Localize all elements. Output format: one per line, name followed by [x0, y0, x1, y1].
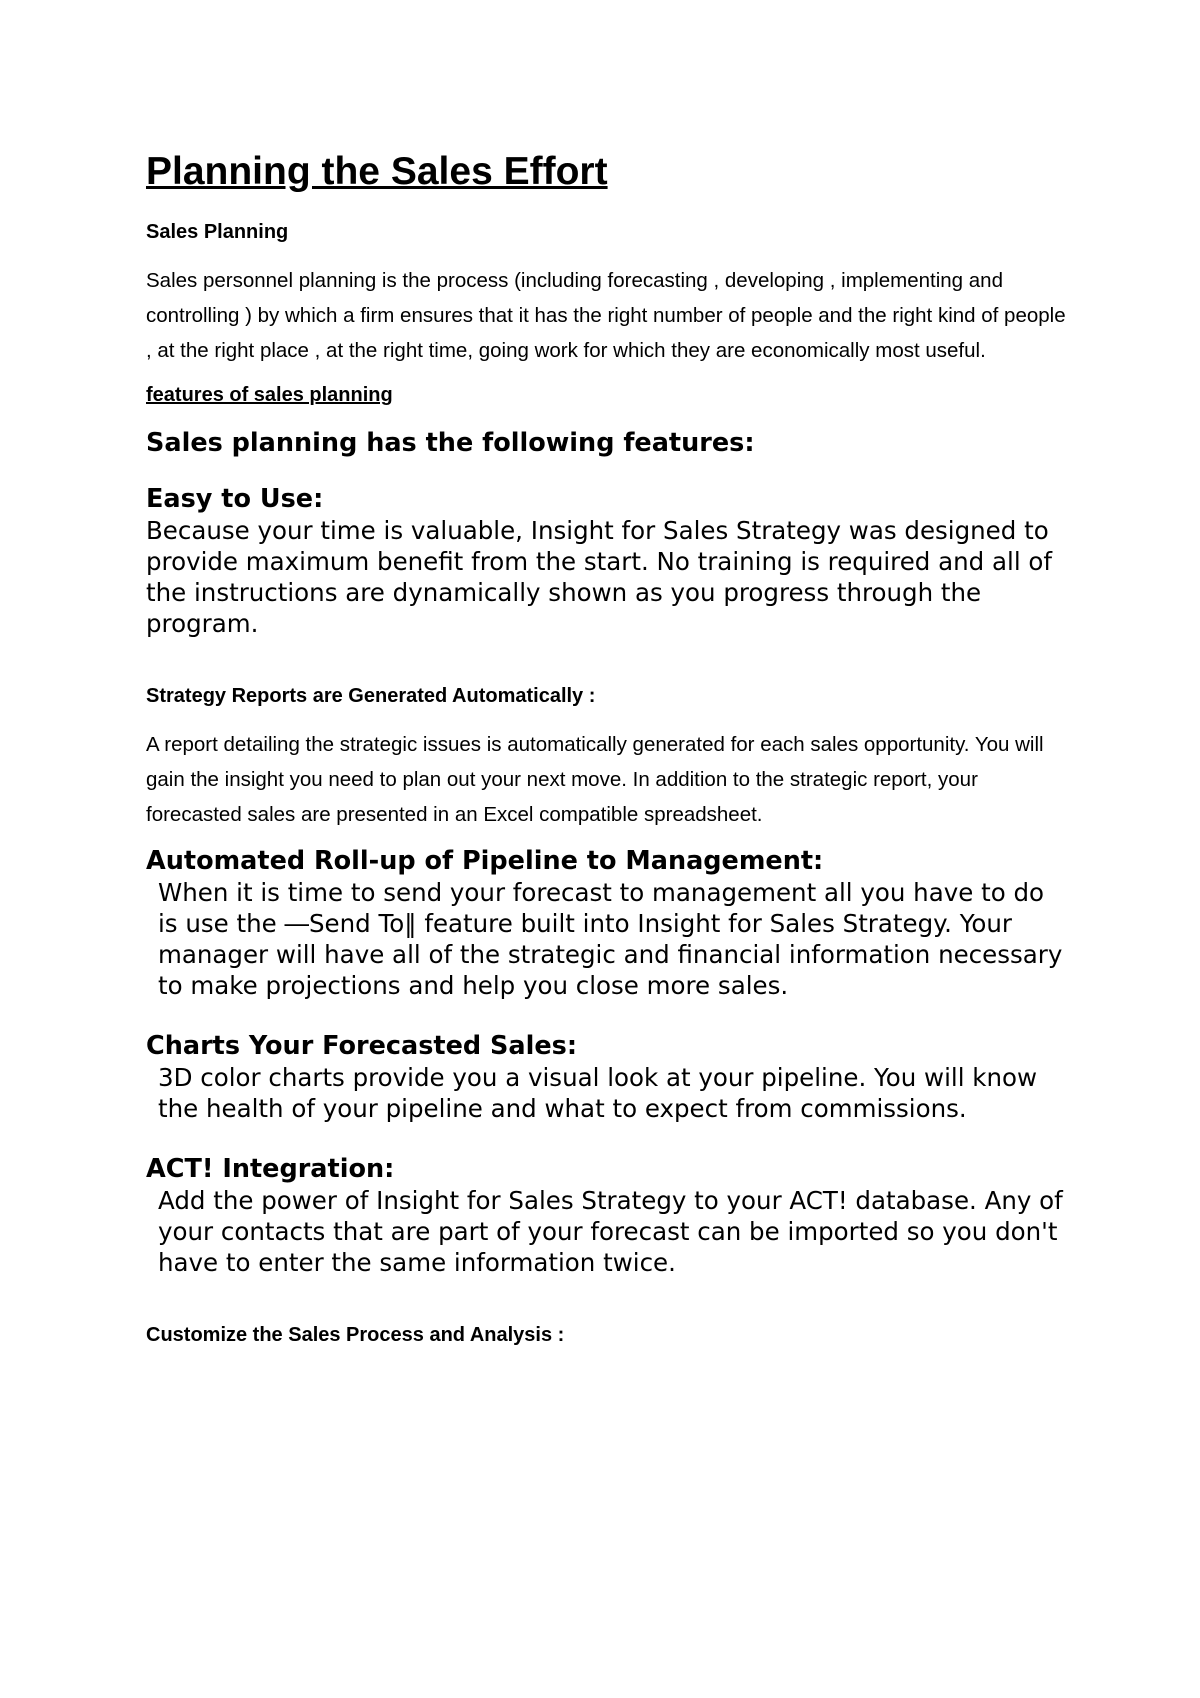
automated-rollup-heading: Automated Roll-up of Pipeline to Management: [146, 846, 824, 877]
easy-to-use-heading: Easy to Use: [146, 484, 324, 515]
easy-to-use-body: Because your time is valuable, Insight for Sales Strategy was designed to provide maximum benefit from the start. No training is required and all of the instructions are dynamically shown as you progress through the program. [146, 516, 1053, 639]
customize-process-heading: Customize the Sales Process and Analysis : [146, 1324, 565, 1347]
act-integration-heading: ACT! Integration: [146, 1154, 395, 1185]
document-page [146, 150, 1066, 1366]
feature-easy-to-use [146, 484, 1066, 639]
feature-act-integration [146, 1154, 1066, 1278]
strategy-reports-body: A report detailing the strategic issues is automatically generated for each sales opportunity. You will gain the insight you need to plan out your next move. In addition to the strategic report, your forecasted sales are presented in an Excel compatible spreadsheet. [146, 733, 1044, 827]
strategy-reports-heading: Strategy Reports are Generated Automatically : [146, 685, 596, 708]
features-link-heading: features of sales planning [146, 383, 393, 406]
feature-charts-forecast [146, 1031, 1066, 1124]
sales-planning-paragraph: Sales personnel planning is the process (including forecasting , developing , implementing and controlling ) by which a firm ensures that it has the right number of people and the right kind of people , at the right place , at the right time, going work for which they are economically most useful. [146, 268, 1066, 362]
document-title: Planning the Sales Effort [146, 150, 608, 193]
charts-forecast-body: 3D color charts provide you a visual look at your pipeline. You will know the health of your pipeline and what to expect from commissions. [158, 1063, 1038, 1124]
feature-automated-rollup [146, 846, 1066, 1001]
charts-forecast-heading: Charts Your Forecasted Sales: [146, 1031, 578, 1062]
sales-planning-heading: Sales Planning [146, 220, 289, 243]
act-integration-body: Add the power of Insight for Sales Strategy to your ACT! database. Any of your contacts that are part of your forecast can be imported so you don't have to enter the same information twice. [158, 1186, 1063, 1278]
features-lead-heading: Sales planning has the following features: [146, 427, 755, 458]
automated-rollup-body: When it is time to send your forecast to management all you have to do is use the ―Send To‖ feature built into Insight for Sales Strategy. Your manager will have all of the strategic and financial information necessary to make projections and help you close more sales. [158, 878, 1063, 1001]
